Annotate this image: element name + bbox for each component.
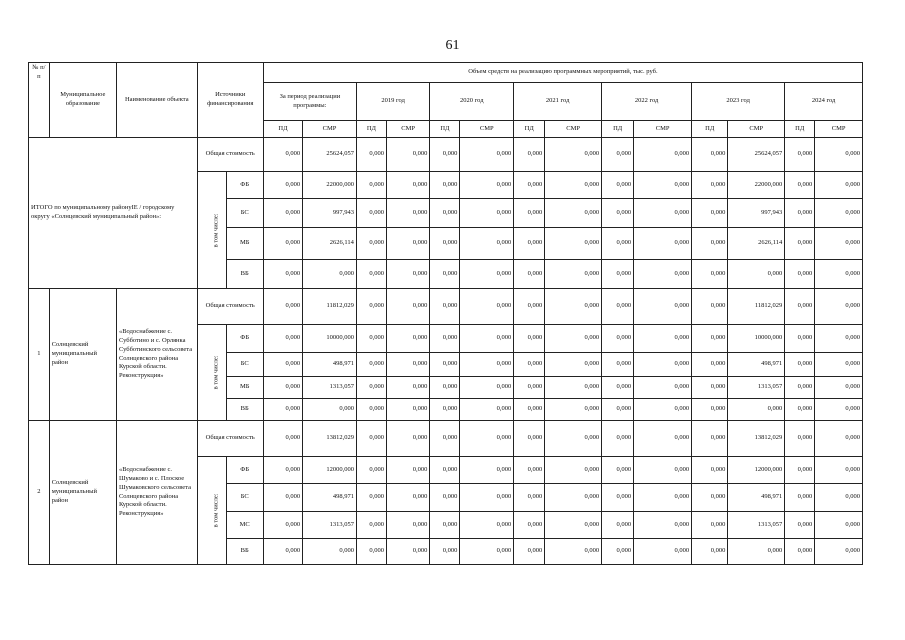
pd-value: 0,000 <box>263 457 302 484</box>
smr-value: 0,000 <box>815 353 863 377</box>
pd-value: 0,000 <box>785 484 815 512</box>
smr-value: 0,000 <box>545 457 602 484</box>
smr-value: 0,000 <box>460 289 514 325</box>
pd-value: 0,000 <box>514 377 545 399</box>
header-num: № п/п <box>29 63 50 138</box>
smr-value: 997,943 <box>303 199 357 228</box>
smr-value: 11812,029 <box>728 289 785 325</box>
smr-value: 12000,000 <box>303 457 357 484</box>
pd-value: 0,000 <box>263 172 302 199</box>
smr-header: СМР <box>460 121 514 138</box>
total-label: ИТОГО по муниципальному районуIE / городскому округу «Солнцевский муниципальный район»: <box>29 138 198 289</box>
pd-value: 0,000 <box>785 512 815 539</box>
smr-value: 0,000 <box>545 260 602 289</box>
smr-header: СМР <box>303 121 357 138</box>
pd-value: 0,000 <box>430 421 460 457</box>
smr-header: СМР <box>634 121 692 138</box>
pd-value: 0,000 <box>692 377 728 399</box>
smr-value: 0,000 <box>303 260 357 289</box>
source-label: МС <box>226 512 263 539</box>
source-label: МБ <box>226 377 263 399</box>
pd-value: 0,000 <box>514 512 545 539</box>
smr-value: 25624,057 <box>303 138 357 172</box>
pd-value: 0,000 <box>602 484 634 512</box>
pd-value: 0,000 <box>602 539 634 565</box>
pd-value: 0,000 <box>356 289 386 325</box>
smr-value: 0,000 <box>815 484 863 512</box>
smr-value: 0,000 <box>634 421 692 457</box>
smr-value: 0,000 <box>386 457 429 484</box>
pd-value: 0,000 <box>514 353 545 377</box>
smr-value: 2626,114 <box>303 228 357 260</box>
pd-value: 0,000 <box>514 199 545 228</box>
in-that-number-text: в том числе: <box>212 493 220 528</box>
smr-value: 0,000 <box>460 260 514 289</box>
pd-value: 0,000 <box>602 353 634 377</box>
pd-value: 0,000 <box>785 539 815 565</box>
smr-value: 0,000 <box>634 228 692 260</box>
total-row <box>29 138 863 172</box>
entry-object: «Водоснабжение с. Субботино и с. Орлянка Субботинского сельсовета Солнцевского района Курской области. Реконструкция» <box>116 289 197 421</box>
pd-value: 0,000 <box>785 172 815 199</box>
header-volume: Объем средств на реализацию программных мероприятий, тыс. руб. <box>263 63 862 83</box>
in-that-number-text: в том числе: <box>212 355 220 390</box>
pd-value: 0,000 <box>785 457 815 484</box>
source-label: БС <box>226 484 263 512</box>
smr-value: 13812,029 <box>303 421 357 457</box>
smr-value: 0,000 <box>728 539 785 565</box>
entry-row <box>29 289 863 325</box>
smr-value: 13812,029 <box>728 421 785 457</box>
pd-value: 0,000 <box>356 353 386 377</box>
smr-value: 0,000 <box>386 512 429 539</box>
entry-object: «Водоснабжение с. Шумаково и с. Плоское Шумаковского сельсовета Солнцевского района Курской области. Реконструкция» <box>116 421 197 565</box>
pd-value: 0,000 <box>514 484 545 512</box>
pd-value: 0,000 <box>692 484 728 512</box>
pd-value: 0,000 <box>785 377 815 399</box>
source-label: МБ <box>226 228 263 260</box>
pd-value: 0,000 <box>356 421 386 457</box>
pd-value: 0,000 <box>430 172 460 199</box>
smr-header: СМР <box>386 121 429 138</box>
pd-value: 0,000 <box>514 289 545 325</box>
pd-value: 0,000 <box>692 260 728 289</box>
pd-value: 0,000 <box>785 199 815 228</box>
smr-value: 0,000 <box>460 172 514 199</box>
pd-value: 0,000 <box>430 260 460 289</box>
pd-value: 0,000 <box>263 484 302 512</box>
in-that-number-label <box>197 325 226 421</box>
smr-value: 0,000 <box>815 421 863 457</box>
pd-value: 0,000 <box>356 377 386 399</box>
smr-value: 22000,000 <box>728 172 785 199</box>
header-municipality: Муниципальное образование <box>49 63 116 138</box>
pd-value: 0,000 <box>356 138 386 172</box>
smr-value: 0,000 <box>545 484 602 512</box>
pd-value: 0,000 <box>602 172 634 199</box>
smr-value: 0,000 <box>460 353 514 377</box>
smr-value: 0,000 <box>386 138 429 172</box>
smr-value: 0,000 <box>386 228 429 260</box>
pd-value: 0,000 <box>430 228 460 260</box>
source-label: Общая стоимость <box>197 138 263 172</box>
smr-value: 0,000 <box>545 421 602 457</box>
pd-value: 0,000 <box>602 457 634 484</box>
pd-value: 0,000 <box>430 457 460 484</box>
page-number: 61 <box>445 38 460 53</box>
source-label: ВБ <box>226 539 263 565</box>
smr-value: 0,000 <box>815 539 863 565</box>
smr-value: 0,000 <box>815 260 863 289</box>
entry-number: 2 <box>29 421 50 565</box>
pd-value: 0,000 <box>356 457 386 484</box>
pd-value: 0,000 <box>514 399 545 421</box>
smr-header: СМР <box>815 121 863 138</box>
in-that-number-label <box>197 172 226 289</box>
smr-value: 0,000 <box>815 289 863 325</box>
smr-value: 0,000 <box>303 399 357 421</box>
pd-value: 0,000 <box>514 457 545 484</box>
pd-value: 0,000 <box>602 377 634 399</box>
smr-value: 0,000 <box>460 539 514 565</box>
pd-value: 0,000 <box>692 399 728 421</box>
smr-value: 0,000 <box>634 289 692 325</box>
pd-value: 0,000 <box>430 484 460 512</box>
source-label: ФБ <box>226 457 263 484</box>
smr-value: 0,000 <box>815 172 863 199</box>
smr-value: 0,000 <box>634 512 692 539</box>
smr-value: 1313,057 <box>303 377 357 399</box>
pd-value: 0,000 <box>785 138 815 172</box>
smr-value: 0,000 <box>386 325 429 353</box>
smr-value: 0,000 <box>728 260 785 289</box>
pd-value: 0,000 <box>692 539 728 565</box>
pd-value: 0,000 <box>785 325 815 353</box>
pd-value: 0,000 <box>692 325 728 353</box>
pd-value: 0,000 <box>602 138 634 172</box>
smr-value: 0,000 <box>545 325 602 353</box>
pd-value: 0,000 <box>356 325 386 353</box>
pd-value: 0,000 <box>356 228 386 260</box>
smr-value: 0,000 <box>815 512 863 539</box>
smr-value: 0,000 <box>386 539 429 565</box>
in-that-number-text: в том числе: <box>212 213 220 247</box>
pd-value: 0,000 <box>356 399 386 421</box>
period-header: 2019 год <box>356 83 429 121</box>
pd-header: ПД <box>514 121 545 138</box>
smr-value: 1313,057 <box>728 377 785 399</box>
in-that-number-label <box>197 457 226 565</box>
pd-value: 0,000 <box>430 325 460 353</box>
smr-value: 0,000 <box>386 377 429 399</box>
pd-value: 0,000 <box>356 539 386 565</box>
smr-value: 0,000 <box>634 377 692 399</box>
pd-value: 0,000 <box>785 289 815 325</box>
smr-value: 10000,000 <box>728 325 785 353</box>
pd-header: ПД <box>263 121 302 138</box>
smr-value: 0,000 <box>386 289 429 325</box>
pd-value: 0,000 <box>356 484 386 512</box>
smr-value: 0,000 <box>634 325 692 353</box>
pd-value: 0,000 <box>356 172 386 199</box>
pd-value: 0,000 <box>430 512 460 539</box>
smr-value: 0,000 <box>386 421 429 457</box>
smr-value: 997,943 <box>728 199 785 228</box>
entry-number: 1 <box>29 289 50 421</box>
smr-value: 2626,114 <box>728 228 785 260</box>
smr-value: 0,000 <box>815 138 863 172</box>
pd-value: 0,000 <box>514 228 545 260</box>
smr-value: 0,000 <box>634 353 692 377</box>
pd-value: 0,000 <box>263 325 302 353</box>
pd-value: 0,000 <box>430 353 460 377</box>
pd-value: 0,000 <box>692 421 728 457</box>
smr-value: 0,000 <box>545 399 602 421</box>
header-sources: Источники финансирования <box>197 63 263 138</box>
smr-value: 0,000 <box>386 172 429 199</box>
smr-value: 0,000 <box>303 539 357 565</box>
pd-value: 0,000 <box>514 138 545 172</box>
smr-value: 0,000 <box>815 199 863 228</box>
smr-value: 0,000 <box>545 199 602 228</box>
smr-value: 12000,000 <box>728 457 785 484</box>
pd-value: 0,000 <box>692 228 728 260</box>
smr-header: СМР <box>545 121 602 138</box>
pd-value: 0,000 <box>430 377 460 399</box>
pd-value: 0,000 <box>263 399 302 421</box>
funding-table <box>28 62 863 565</box>
smr-value: 0,000 <box>460 377 514 399</box>
header-object: Наименование объекта <box>116 63 197 138</box>
smr-value: 0,000 <box>634 199 692 228</box>
period-header: 2022 год <box>602 83 692 121</box>
smr-value: 0,000 <box>460 457 514 484</box>
pd-value: 0,000 <box>692 353 728 377</box>
smr-value: 1313,057 <box>303 512 357 539</box>
smr-value: 0,000 <box>386 199 429 228</box>
smr-value: 0,000 <box>460 421 514 457</box>
smr-value: 0,000 <box>545 353 602 377</box>
pd-value: 0,000 <box>514 539 545 565</box>
smr-value: 0,000 <box>460 228 514 260</box>
pd-value: 0,000 <box>692 172 728 199</box>
pd-value: 0,000 <box>514 172 545 199</box>
smr-value: 25624,057 <box>728 138 785 172</box>
pd-value: 0,000 <box>430 199 460 228</box>
source-label: Общая стоимость <box>197 289 263 325</box>
pd-value: 0,000 <box>430 399 460 421</box>
smr-value: 0,000 <box>634 172 692 199</box>
period-header: 2023 год <box>692 83 785 121</box>
pd-value: 0,000 <box>692 512 728 539</box>
smr-value: 0,000 <box>386 399 429 421</box>
smr-value: 0,000 <box>460 138 514 172</box>
pd-value: 0,000 <box>602 289 634 325</box>
pd-value: 0,000 <box>263 377 302 399</box>
pd-value: 0,000 <box>356 512 386 539</box>
pd-value: 0,000 <box>263 289 302 325</box>
period-header: За период реализации программы: <box>263 83 356 121</box>
smr-value: 0,000 <box>460 512 514 539</box>
smr-value: 1313,057 <box>728 512 785 539</box>
pd-value: 0,000 <box>263 421 302 457</box>
smr-value: 0,000 <box>386 484 429 512</box>
smr-value: 0,000 <box>545 228 602 260</box>
period-header: 2020 год <box>430 83 514 121</box>
source-label: ФБ <box>226 172 263 199</box>
smr-value: 11812,029 <box>303 289 357 325</box>
smr-value: 0,000 <box>460 484 514 512</box>
pd-value: 0,000 <box>785 399 815 421</box>
pd-value: 0,000 <box>430 539 460 565</box>
pd-value: 0,000 <box>263 199 302 228</box>
pd-value: 0,000 <box>602 399 634 421</box>
source-label: БС <box>226 353 263 377</box>
smr-value: 0,000 <box>460 199 514 228</box>
entry-municipality: Солнцевский муниципальный район <box>49 289 116 421</box>
smr-value: 0,000 <box>815 377 863 399</box>
smr-value: 0,000 <box>634 399 692 421</box>
pd-value: 0,000 <box>692 289 728 325</box>
smr-value: 0,000 <box>815 399 863 421</box>
pd-value: 0,000 <box>263 228 302 260</box>
pd-value: 0,000 <box>602 199 634 228</box>
period-header: 2024 год <box>785 83 863 121</box>
source-label: ВБ <box>226 399 263 421</box>
pd-value: 0,000 <box>602 228 634 260</box>
pd-value: 0,000 <box>785 353 815 377</box>
pd-value: 0,000 <box>602 512 634 539</box>
entry-row <box>29 421 863 457</box>
smr-value: 0,000 <box>815 228 863 260</box>
smr-value: 0,000 <box>728 399 785 421</box>
pd-header: ПД <box>356 121 386 138</box>
period-header: 2021 год <box>514 83 602 121</box>
smr-value: 0,000 <box>545 172 602 199</box>
pd-value: 0,000 <box>263 138 302 172</box>
smr-value: 0,000 <box>460 325 514 353</box>
smr-value: 0,000 <box>545 512 602 539</box>
pd-value: 0,000 <box>514 260 545 289</box>
smr-value: 0,000 <box>634 138 692 172</box>
pd-value: 0,000 <box>430 289 460 325</box>
smr-value: 0,000 <box>815 457 863 484</box>
pd-value: 0,000 <box>602 260 634 289</box>
smr-value: 0,000 <box>634 457 692 484</box>
pd-value: 0,000 <box>430 138 460 172</box>
pd-value: 0,000 <box>356 199 386 228</box>
smr-value: 0,000 <box>386 260 429 289</box>
smr-value: 10000,000 <box>303 325 357 353</box>
pd-value: 0,000 <box>692 457 728 484</box>
pd-value: 0,000 <box>514 325 545 353</box>
pd-value: 0,000 <box>692 138 728 172</box>
smr-value: 0,000 <box>545 289 602 325</box>
smr-value: 498,971 <box>303 484 357 512</box>
smr-value: 0,000 <box>815 325 863 353</box>
pd-header: ПД <box>602 121 634 138</box>
source-label: Общая стоимость <box>197 421 263 457</box>
pd-value: 0,000 <box>263 260 302 289</box>
pd-value: 0,000 <box>692 199 728 228</box>
pd-value: 0,000 <box>785 260 815 289</box>
pd-value: 0,000 <box>263 512 302 539</box>
pd-value: 0,000 <box>263 353 302 377</box>
smr-value: 0,000 <box>460 399 514 421</box>
pd-value: 0,000 <box>514 421 545 457</box>
smr-value: 0,000 <box>545 138 602 172</box>
pd-value: 0,000 <box>785 228 815 260</box>
pd-value: 0,000 <box>602 325 634 353</box>
smr-value: 22000,000 <box>303 172 357 199</box>
smr-value: 0,000 <box>634 539 692 565</box>
pd-header: ПД <box>785 121 815 138</box>
pd-header: ПД <box>430 121 460 138</box>
smr-header: СМР <box>728 121 785 138</box>
smr-value: 498,971 <box>728 353 785 377</box>
source-label: ФБ <box>226 325 263 353</box>
source-label: ВБ <box>226 260 263 289</box>
pd-value: 0,000 <box>263 539 302 565</box>
source-label: БС <box>226 199 263 228</box>
entry-municipality: Солнцевский муниципальный район <box>49 421 116 565</box>
smr-value: 0,000 <box>634 484 692 512</box>
smr-value: 498,971 <box>303 353 357 377</box>
smr-value: 0,000 <box>634 260 692 289</box>
smr-value: 0,000 <box>386 353 429 377</box>
pd-value: 0,000 <box>785 421 815 457</box>
pd-value: 0,000 <box>602 421 634 457</box>
pd-value: 0,000 <box>356 260 386 289</box>
pd-header: ПД <box>692 121 728 138</box>
smr-value: 0,000 <box>545 377 602 399</box>
smr-value: 0,000 <box>545 539 602 565</box>
smr-value: 498,971 <box>728 484 785 512</box>
